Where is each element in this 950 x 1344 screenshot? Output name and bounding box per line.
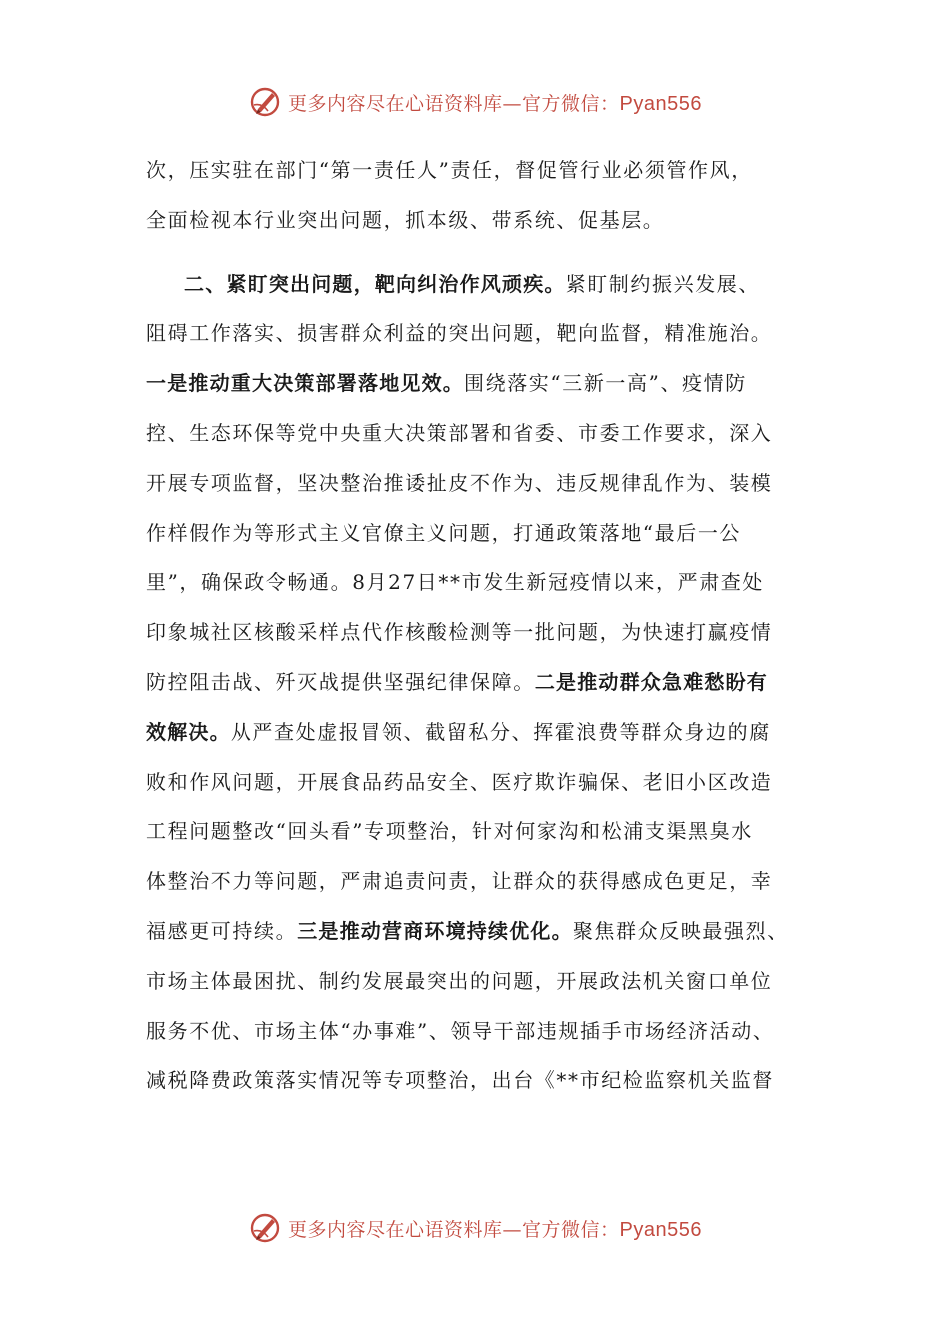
text-line (146, 146, 826, 196)
bold-heading-text: 二、紧盯突出问题，靶向纠治作风顽疾。 (184, 271, 566, 296)
text-line (146, 758, 826, 808)
body-text: 印象城社区核酸采样点代作核酸检测等一批问题，为快速打赢疫情 (146, 620, 773, 645)
body-text: 工程问题整改“回头看”专项整治，针对何家沟和松浦支渠黑臭水 (146, 819, 753, 844)
document-body (146, 146, 826, 1106)
text-line (146, 196, 826, 246)
body-text: 开展专项监督，坚决整治推诿扯皮不作为、违反规律乱作为、装模 (146, 470, 773, 495)
text-line (146, 1007, 826, 1057)
text-line (146, 309, 826, 359)
body-text: 里”，确保政令畅通。8月27日**市发生新冠疫情以来，严肃查处 (146, 570, 764, 595)
banner-text: 更多内容尽在心语资料库—官方微信：Pyan556 (288, 1218, 702, 1241)
body-text: 市场主体最困扰、制约发展最突出的问题，开展政法机关窗口单位 (146, 968, 773, 993)
header-watermark-banner (0, 82, 950, 122)
text-line (146, 708, 826, 758)
bold-heading-text: 二是推动群众急难愁盼有 (534, 669, 769, 694)
body-text: 服务不优、市场主体“办事难”、领导干部违规插手市场经济活动、 (146, 1018, 775, 1043)
body-text: 紧盯制约振兴发展、 (565, 271, 761, 296)
text-line (146, 260, 826, 310)
body-text: 体整治不力等问题，严肃追责问责，让群众的获得感成色更足，幸 (146, 869, 773, 894)
body-text: 聚焦群众反映最强烈、 (572, 918, 789, 943)
pen-logo-icon (248, 1211, 282, 1245)
text-line (146, 459, 826, 509)
text-line (146, 409, 826, 459)
text-line (146, 558, 826, 608)
body-text: 阻碍工作落实、损害群众利益的突出问题，靶向监督，精准施治。 (146, 321, 773, 346)
text-line (146, 857, 826, 907)
body-text: 作样假作为等形式主义官僚主义问题，打通政策落地“最后一公 (146, 520, 742, 545)
body-text: 全面检视本行业突出问题，抓本级、带系统、促基层。 (146, 207, 665, 232)
text-line (146, 509, 826, 559)
body-text: 控、生态环保等党中央重大决策部署和省委、市委工作要求，深入 (146, 420, 773, 445)
body-text: 防控阻击战、歼灭战提供坚强纪律保障。 (146, 669, 535, 694)
banner-text: 更多内容尽在心语资料库—官方微信：Pyan556 (288, 92, 702, 115)
body-text: 围绕落实“三新一高”、疫情防 (464, 371, 747, 396)
text-line (146, 608, 826, 658)
bold-heading-text: 三是推动营商环境持续优化。 (297, 918, 573, 943)
pen-logo-icon (248, 85, 282, 119)
bold-heading-text: 效解决。 (146, 719, 231, 744)
text-line (146, 807, 826, 857)
body-text: 减税降费政策落实情况等专项整治，出台《**市纪检监察机关监督 (146, 1068, 774, 1093)
body-text: 败和作风问题，开展食品药品安全、医疗欺诈骗保、老旧小区改造 (146, 769, 773, 794)
body-text: 次，压实驻在部门“第一责任人”责任，督促管行业必须管作风， (146, 158, 753, 182)
body-text: 福感更可持续。 (146, 918, 298, 943)
body-text: 从严查处虚报冒领、截留私分、挥霍浪费等群众身边的腐 (230, 719, 771, 744)
bold-heading-text: 一是推动重大决策部署落地见效。 (146, 371, 464, 396)
text-line (146, 907, 826, 957)
text-line (146, 359, 826, 409)
text-line (146, 658, 826, 708)
footer-watermark-banner (0, 1208, 950, 1248)
text-line (146, 957, 826, 1007)
text-line (146, 1056, 826, 1106)
